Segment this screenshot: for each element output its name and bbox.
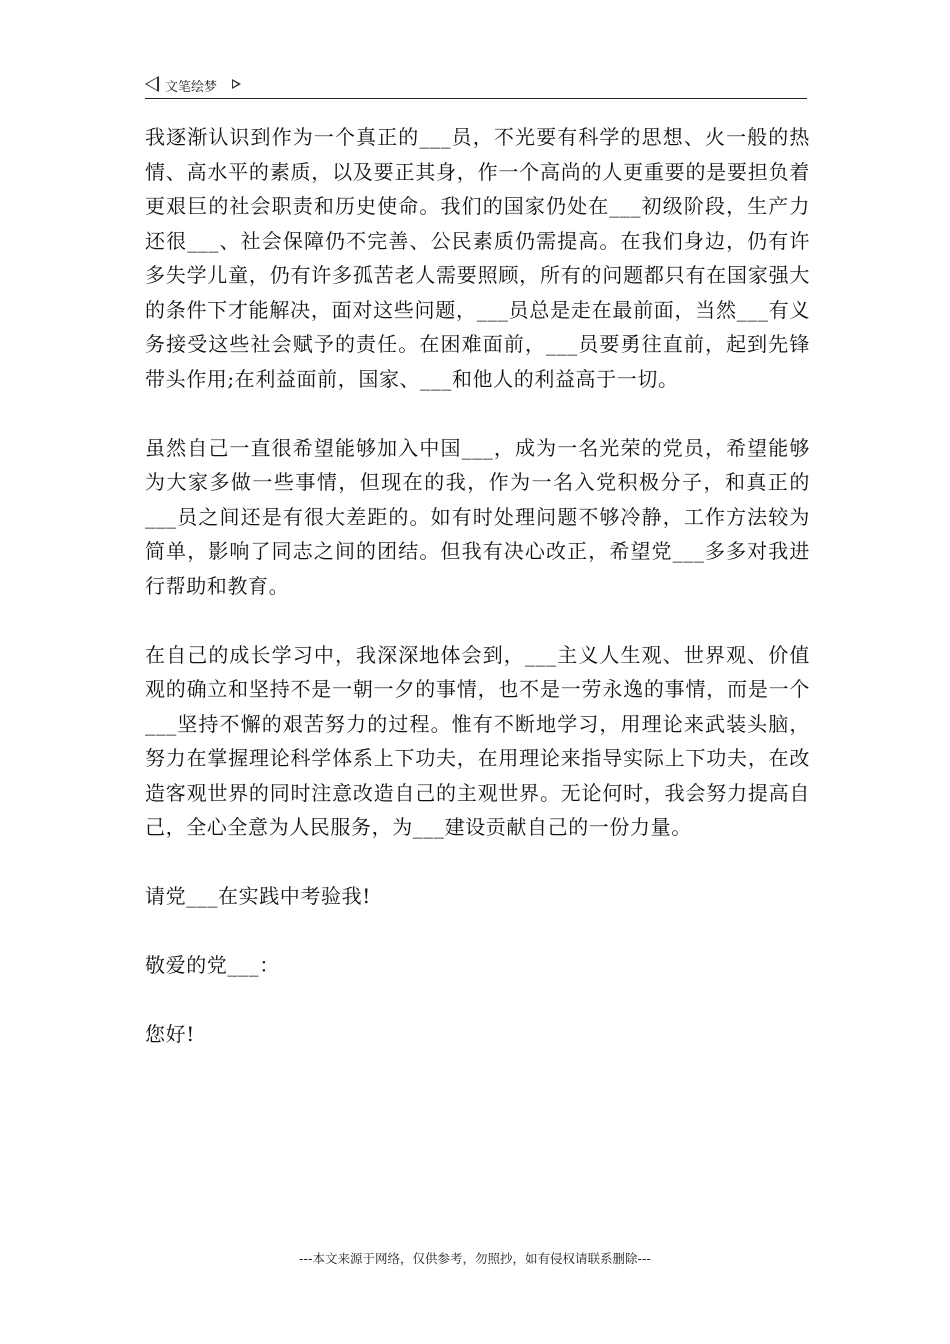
paragraph-growth: 在自己的成长学习中，我深深地体会到，___主义人生观、世界观、价值观的确立和坚持不是一朝一夕的事情，也不是一劳永逸的事情，而是一个___坚持不懈的艰苦努力的过程。惟有不断地学习，用理论来武装头脑，努力在掌握理论科学体系上下功夫，在用理论来指导实际上下功夫，在改造客观世界的同时注意改造自己的主观世界。无论何时，我会努力提高自己，全心全意为人民服务，为___建设贡献自己的一份力量。 (145, 642, 810, 839)
document-body (145, 120, 810, 1052)
triangle-left-icon (145, 76, 159, 92)
footer-disclaimer: ---本文来源于网络，仅供参考，勿照抄，如有侵权请联系删除--- (298, 1251, 652, 1266)
paragraph-self-assessment: 虽然自己一直很希望能够加入中国___，成为一名光荣的党员，希望能够为大家多做一些事情，但现在的我，作为一名入党积极分子，和真正的___员之间还是有很大差距的。如有时处理问题不够冷静，工作方法较为简单，影响了同志之间的团结。但我有决心改正，希望党___多多对我进行帮助和教育。 (145, 435, 810, 598)
page-header (145, 74, 807, 99)
header-title: 文笔绘梦 (165, 80, 218, 95)
triangle-right-icon (232, 79, 241, 89)
greeting: 您好! (145, 1022, 195, 1046)
salutation: 敬爱的党___： (145, 953, 280, 977)
paragraph-understanding: 我逐渐认识到作为一个真正的___员，不光要有科学的思想、火一般的热情、高水平的素质，以及要正其身，作一个高尚的人更重要的是要担负着更艰巨的社会职责和历史使命。我们的国家仍处在___初级阶段，生产力还很___、社会保障仍不完善、公民素质仍需提高。在我们身边，仍有许多失学儿童，仍有许多孤苦老人需要照顾，所有的问题都只有在国家强大的条件下才能解决，面对这些问题，___员总是走在最前面，当然___有义务接受这些社会赋予的责任。在困难面前，___员要勇往直前，起到先锋带头作用;在利益面前，国家、___和他人的利益高于一切。 (145, 125, 810, 391)
paragraph-request: 请党___在实践中考验我! (145, 884, 371, 908)
